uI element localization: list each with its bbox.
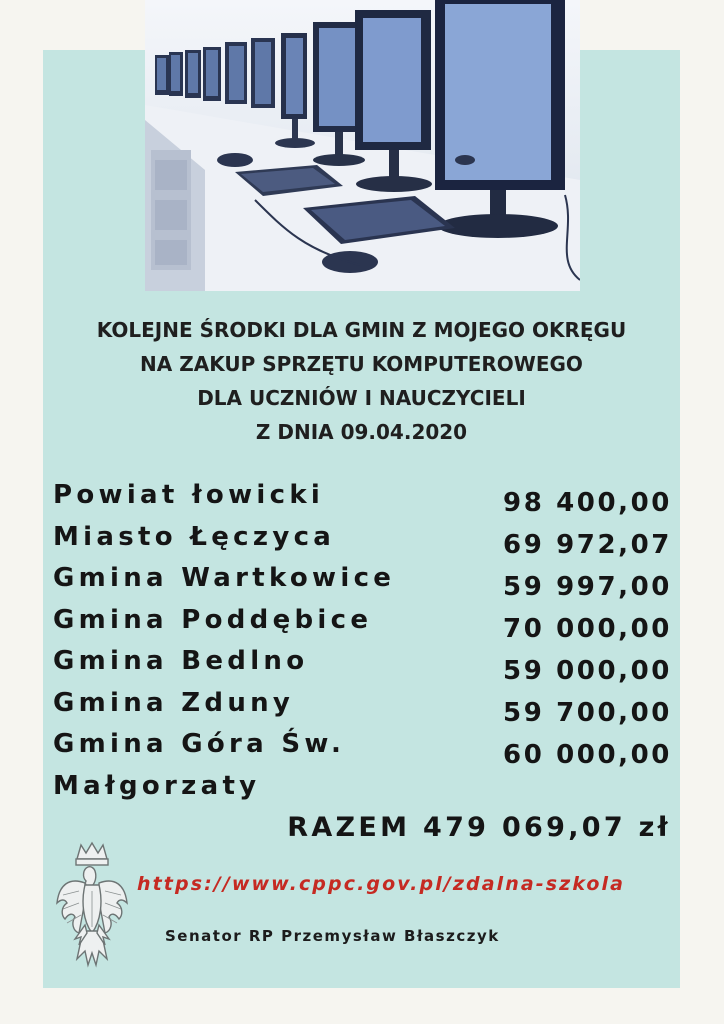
- municipality-name: Gmina Góra Św.: [53, 729, 346, 759]
- municipality-list: [53, 475, 395, 807]
- municipality-name: Miasto Łęczyca: [53, 521, 336, 552]
- signature: Senator RP Przemysław Błaszczyk: [165, 927, 500, 945]
- amount-value: 60 000,00: [503, 740, 672, 770]
- title-line-3: DLA UCZNIÓW I NAUCZYCIELI: [197, 386, 526, 410]
- amount-value: 70 000,00: [503, 614, 672, 644]
- computer-lab-photo: [145, 0, 580, 291]
- amount-value: 98 400,00: [503, 488, 672, 518]
- polish-eagle-emblem-icon: [55, 841, 129, 969]
- municipality-name: Gmina Zduny: [53, 687, 295, 718]
- total-amount: RAZEM 479 069,07 zł: [287, 812, 671, 843]
- municipality-name: Gmina Bedlno: [53, 646, 309, 676]
- amount-value: 59 700,00: [503, 698, 672, 728]
- municipality-name: Powiat łowicki: [53, 480, 325, 510]
- program-link[interactable]: https://www.cppc.gov.pl/zdalna-szkola: [137, 873, 626, 895]
- title-line-1: KOLEJNE ŚRODKI DLA GMIN Z MOJEGO OKRĘGU: [96, 318, 627, 342]
- municipality-name-continued: Małgorzaty: [53, 770, 261, 801]
- title-line-2: NA ZAKUP SPRZĘTU KOMPUTEROWEGO: [140, 352, 583, 376]
- amount-value: 59 000,00: [503, 656, 672, 686]
- amount-value: 69 972,07: [503, 530, 672, 560]
- announcement-title: [43, 313, 680, 449]
- title-line-4-date: Z DNIA 09.04.2020: [255, 420, 468, 444]
- amount-value: 59 997,00: [503, 572, 672, 602]
- amount-list: [503, 482, 672, 776]
- municipality-name: Gmina Poddębice: [53, 604, 373, 635]
- municipality-name: Gmina Wartkowice: [53, 563, 396, 593]
